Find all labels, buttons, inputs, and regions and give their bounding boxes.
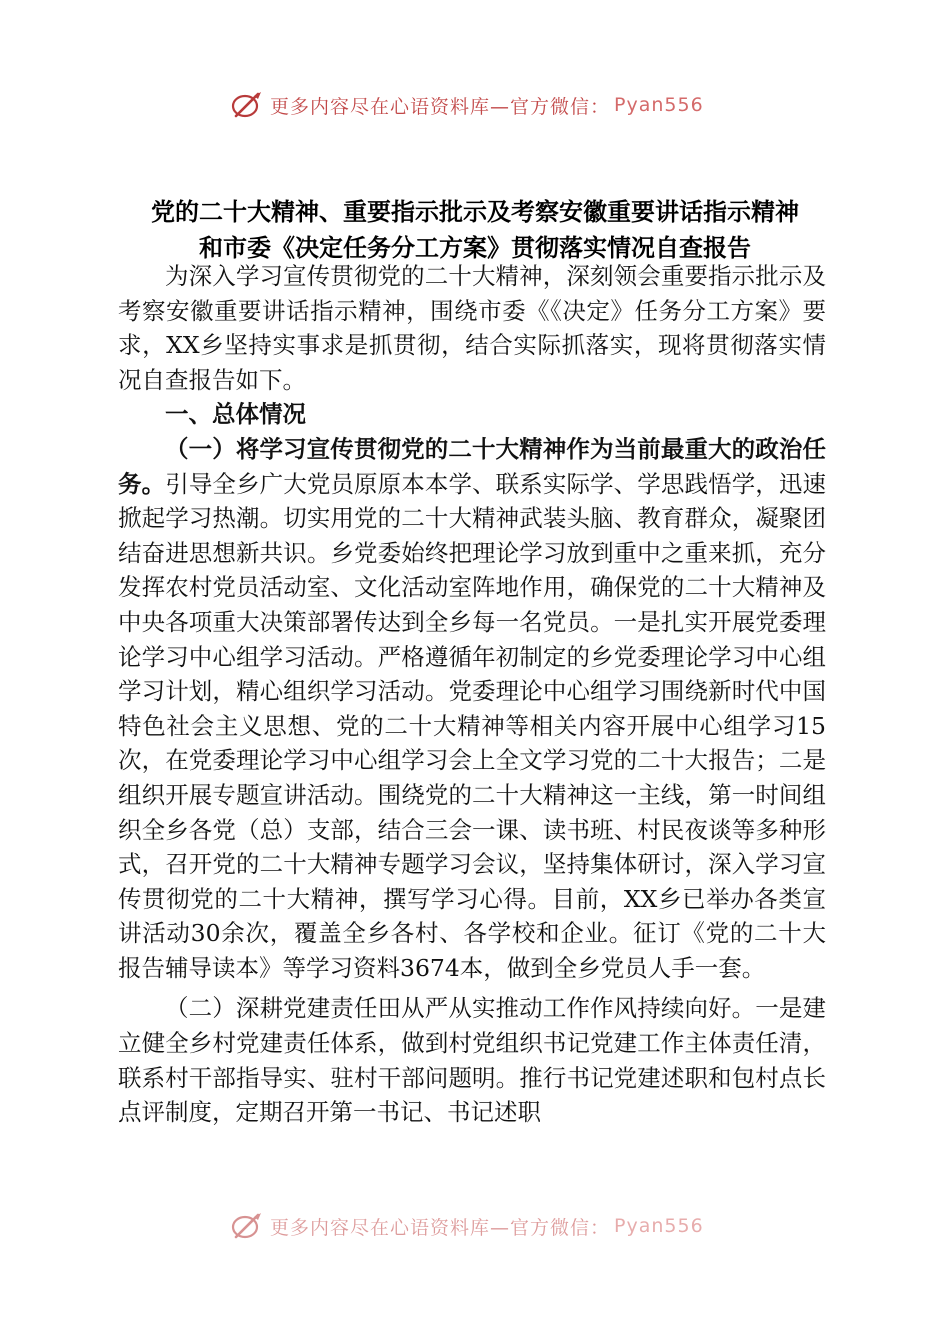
pen-logo-icon [230, 1211, 264, 1241]
watermark-text: 更多内容尽在心语资料库—官方微信： [270, 95, 611, 118]
pen-logo-icon [230, 90, 264, 120]
subsection-1-body: 引导全乡广大党员原原本本学、联系实际学、学思践悟学，迅速掀起学习热潮。切实用党的二十大精神武装头脑、教育群众，凝聚团结奋进思想新共识。乡党委始终把理论学习放到重中之重来抓，充分发挥农村党员活动室、文化活动室阵地作用，确保党的二十大精神及中央各项重大决策部署传达到全乡每一名党员。一是扎实开展党委理论学习中心组学习活动。严格遵循年初制定的乡党委理论学习中心组学习计划，精心组织学习活动。党委理论中心组学习围绕新时代中国特色社会主义思想、党的二十大精神等相关内容开展中心组学习15次，在党委理论学习中心组学习会上全文学习党的二十大报告；二是组织开展专题宣讲活动。围绕党的二十大精神这一主线，第一时间组织全乡各党（总）支部，结合三会一课、读书班、村民夜谈等多种形式，召开党的二十大精神专题学习会议，坚持集体研讨，深入学习宣传贯彻党的二十大精神，撰写学习心得。目前，XX乡已举办各类宣讲活动30余次，覆盖全乡各村、各学校和企业。征订《党的二十大报告辅导读本》等学习资料3674本，做到全乡党员人手一套。 [118, 469, 827, 982]
section-heading: 一、总体情况 [165, 400, 306, 429]
watermark-footer [230, 1211, 704, 1241]
subsection-1-heading: （一）将学习宣传贯彻党的二十大精神作为当前最重大的政治任务。 [118, 434, 826, 498]
document-body [118, 259, 826, 1130]
intro-paragraph: 为深入学习宣传贯彻党的二十大精神，深刻领会重要指示批示及考察安徽重要讲话指示精神，围绕市委《《决定》任务分工方案》要求，XX乡坚持实事求是抓贯彻，结合实际抓落实，现将贯彻落实情况自查报告如下。 [118, 262, 826, 394]
document-title-line1: 党的二十大精神、重要指示批示及考察安徽重要讲话指示精神 [151, 198, 799, 226]
watermark-code: Pyan556 [614, 1215, 704, 1237]
watermark-header [230, 90, 704, 120]
document-title-line2: 和市委《决定任务分工方案》贯彻落实情况自查报告 [199, 234, 751, 262]
watermark-code: Pyan556 [614, 94, 704, 116]
watermark-text: 更多内容尽在心语资料库—官方微信： [270, 1216, 611, 1239]
subsection-1-paragraph [118, 432, 826, 986]
subsection-2-paragraph: （二）深耕党建责任田从严从实推动工作作风持续向好。一是建立健全乡村党建责任体系，做到村党组织书记党建工作主体责任清，联系村干部指导实、驻村干部问题明。推行书记党建述职和包村点长点评制度，定期召开第一书记、书记述职 [118, 994, 826, 1127]
